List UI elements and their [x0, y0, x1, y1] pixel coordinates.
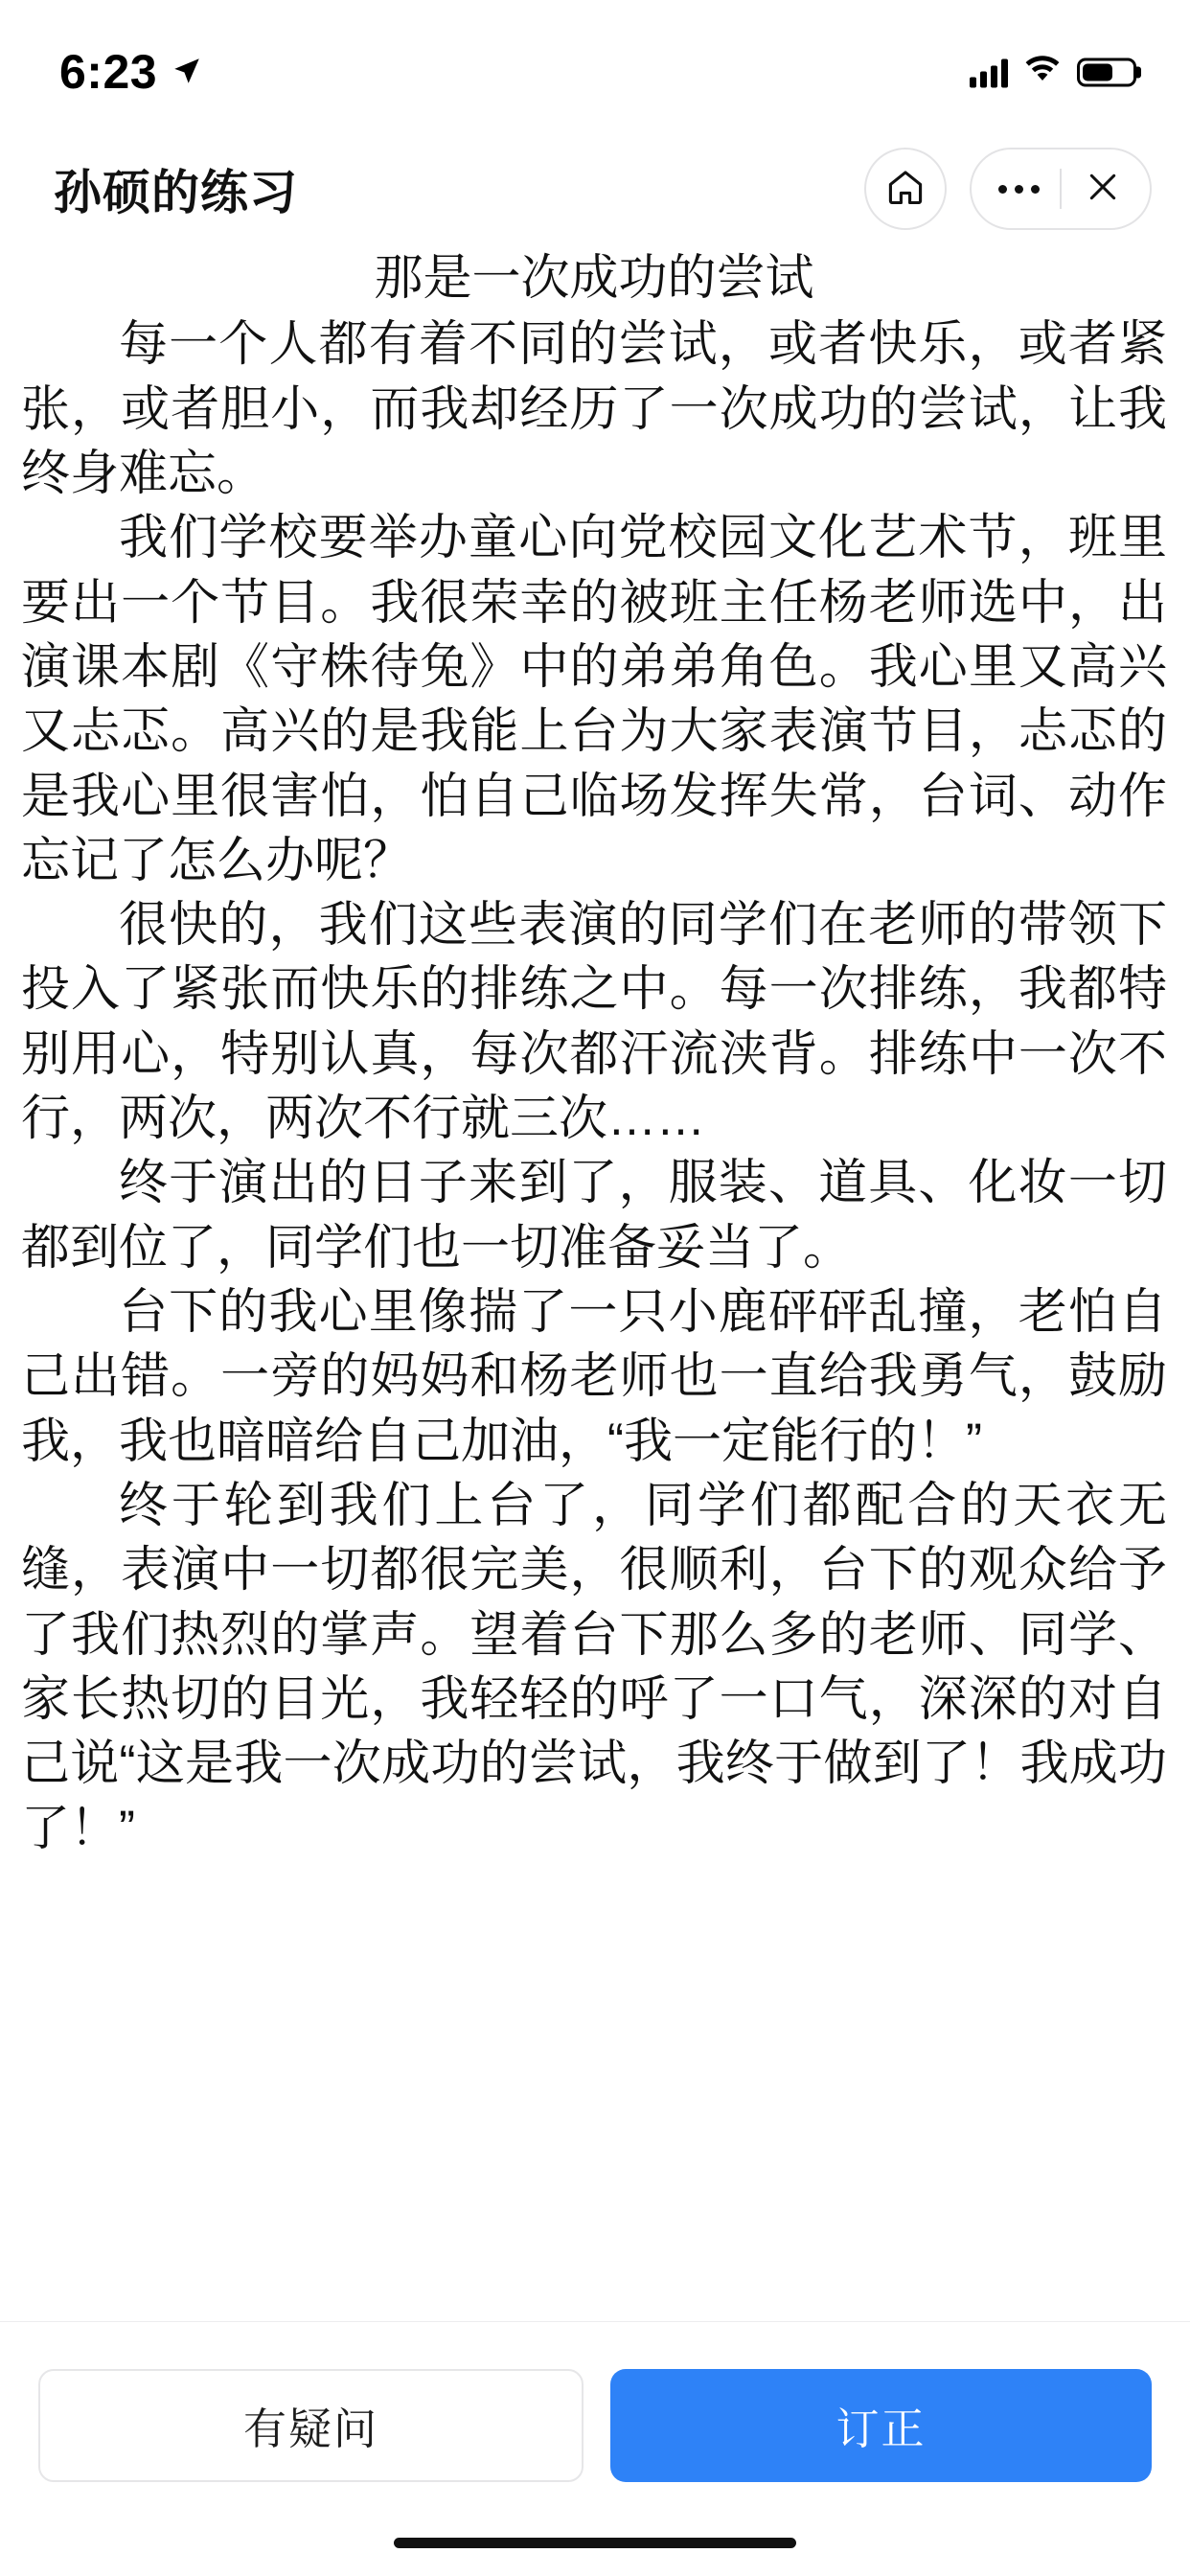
- essay-title: 那是一次成功的尝试: [374, 250, 814, 305]
- header-actions: [864, 148, 1152, 230]
- correct-button[interactable]: 订正: [610, 2369, 1152, 2482]
- close-button[interactable]: [1062, 148, 1144, 230]
- essay-paragraph: 终于轮到我们上台了，同学们都配合的天衣无缝，表演中一切都很完美，很顺利，台下的观众给予了我们热烈的掌声。望着台下那么多的老师、同学、家长热切的目光，我轻轻的呼了一口气，深深的对自己说“这是我一次成功的尝试，我终于做到了！我成功了！”: [21, 1477, 1167, 1855]
- home-button[interactable]: [864, 148, 947, 230]
- essay-paragraph: 每一个人都有着不同的尝试，或者快乐，或者紧张，或者胆小，而我却经历了一次成功的尝试，让我终身难忘。: [21, 316, 1167, 500]
- home-indicator[interactable]: [394, 2538, 796, 2548]
- more-options-icon: [998, 185, 1040, 194]
- essay-paragraph: 终于演出的日子来到了，服装、道具、化妆一切都到位了，同学们也一切准备妥当了。: [21, 1155, 1167, 1275]
- action-bar: [0, 2321, 1190, 2509]
- essay-paragraph: 台下的我心里像揣了一只小鹿砰砰乱撞，老怕自己出错。一旁的妈妈和杨老师也一直给我勇气，鼓励我，我也暗暗给自己加油，“我一定能行的！”: [21, 1284, 1167, 1468]
- status-bar-right: [970, 44, 1136, 89]
- more-options-button[interactable]: [977, 148, 1060, 230]
- wifi-icon: [1023, 56, 1062, 89]
- status-time: 6:23: [59, 45, 158, 99]
- essay-paragraph: 我们学校要举办童心向党校园文化艺术节，班里要出一个节目。我很荣幸的被班主任杨老师选中，出演课本剧《守株待兔》中的弟弟角色。我心里又高兴又忐忑。高兴的是我能上台为大家表演节目，忐忑的是我心里很害怕，怕自己临场发挥失常，台词、动作忘记了怎么办呢？: [21, 510, 1167, 887]
- close-icon: [1084, 168, 1122, 211]
- question-button[interactable]: 有疑问: [38, 2369, 584, 2482]
- home-indicator-area: [0, 2509, 1190, 2576]
- battery-icon: [1077, 58, 1136, 86]
- status-bar: [0, 0, 1190, 132]
- location-arrow-icon: [171, 41, 203, 92]
- essay-paragraph: 很快的，我们这些表演的同学们在老师的带领下投入了紧张而快乐的排练之中。每一次排练，我都特别用心，特别认真，每次都汗流浃背。排练中一次不行，两次，两次不行就三次……: [21, 897, 1167, 1146]
- cellular-signal-icon: [970, 57, 1008, 87]
- essay-content[interactable]: [0, 245, 1190, 2321]
- header-pill-group: [970, 148, 1152, 230]
- app-header: [0, 132, 1190, 245]
- page-title: 孙硕的练习: [54, 166, 298, 219]
- home-icon: [884, 166, 927, 213]
- status-bar-left: [59, 36, 203, 99]
